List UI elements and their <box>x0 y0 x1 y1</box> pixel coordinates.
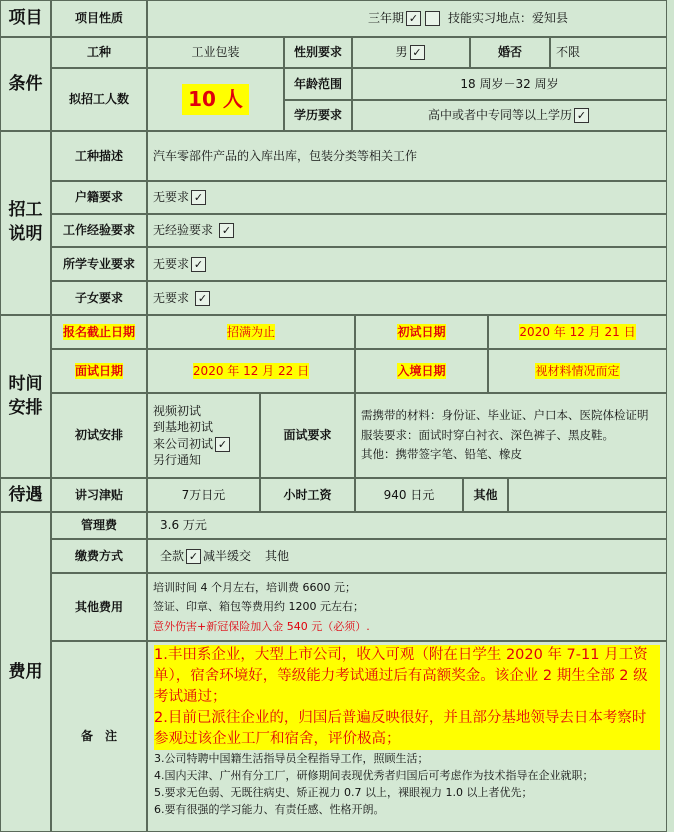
arrange-option: 视频初试 <box>153 404 202 419</box>
deadline-value: 招满为止 <box>147 315 355 349</box>
hukou-label: 户籍要求 <box>51 181 147 214</box>
arrange-option: 到基地初试 <box>153 420 214 435</box>
other-fees-value <box>147 573 667 641</box>
section-treatment: 待遇 <box>0 478 51 512</box>
deadline-label: 报名截止日期 <box>51 315 147 349</box>
check-icon: ✓ <box>406 11 421 26</box>
interview-date-value: 2020 年 12 月 22 日 <box>147 349 355 393</box>
note-highlight: 2.目前已派往企业的，归国后普遍反映很好，并且部分基地领导去日本考察时参观过该企业工厂和宿舍，评价极高； <box>154 708 660 750</box>
internship-place: 技能实习地点：爱知县 <box>448 11 569 26</box>
job-type-label: 工种 <box>51 37 147 68</box>
fee-line: 签证、印章、箱包等费用约 1200 元左右； <box>153 600 364 614</box>
arrange-option: 来公司初试 ✓ <box>153 436 232 452</box>
note-line: 6.要有很强的学习能力、有责任感、性格开朗。 <box>154 803 385 817</box>
first-arrange-options <box>147 393 260 478</box>
interview-req-line: 其他：携带签字笔、铅笔、橡皮 <box>361 447 522 462</box>
interview-req-value <box>355 393 667 478</box>
children-value: 无要求 ✓ <box>147 281 667 315</box>
marital-label: 婚否 <box>470 37 550 68</box>
notes-label: 备 注 <box>51 641 147 832</box>
first-test-label: 初试日期 <box>355 315 488 349</box>
project-nature-value <box>147 0 667 37</box>
notes-value <box>147 641 667 832</box>
experience-label: 工作经验要求 <box>51 214 147 247</box>
fee-line-insurance: 意外伤害+新冠保险加入金 540 元（必须）. <box>153 619 370 633</box>
children-label: 子女要求 <box>51 281 147 315</box>
gender-label: 性别要求 <box>284 37 352 68</box>
interview-req-label: 面试要求 <box>260 393 355 478</box>
recruit-count-label: 拟招工人数 <box>51 68 147 131</box>
allowance-label: 讲习津贴 <box>51 478 147 512</box>
age-label: 年龄范围 <box>284 68 352 100</box>
project-nature-label: 项目性质 <box>51 0 147 37</box>
hukou-value: 无要求 ✓ <box>147 181 667 214</box>
pay-method-label: 缴费方式 <box>51 539 147 573</box>
first-arrange-label: 初试安排 <box>51 393 147 478</box>
hourly-value: 940 日元 <box>355 478 463 512</box>
treatment-other-label: 其他 <box>463 478 508 512</box>
age-value: 18 周岁－32 周岁 <box>352 68 667 100</box>
major-label: 所学专业要求 <box>51 247 147 281</box>
interview-req-line: 需携带的材料：身份证、毕业证、户口本、医院体检证明 <box>361 408 649 423</box>
edu-value: 高中或者中专同等以上学历 ✓ <box>352 100 667 131</box>
arrange-option: 另行通知 <box>153 452 202 467</box>
check-icon: ✓ <box>574 108 589 123</box>
mgmt-fee-label: 管理费 <box>51 512 147 539</box>
section-conditions: 条件 <box>0 37 51 131</box>
marital-value: 不限 <box>550 37 667 68</box>
fee-line: 培训时间 4 个月左右，培训费 6600 元； <box>153 581 356 595</box>
section-fees: 费用 <box>0 512 51 832</box>
check-icon: ✓ <box>215 437 230 452</box>
treatment-other-value <box>508 478 667 512</box>
allowance-value: 7万日元 <box>147 478 260 512</box>
interview-req-line: 服装要求：面试时穿白衬衣、深色裤子、黑皮鞋。 <box>361 427 614 442</box>
pay-full: 全款 <box>160 548 185 563</box>
pay-half: 减半缓交 <box>203 548 252 563</box>
section-recruit: 招工说明 <box>0 131 51 315</box>
job-desc-label: 工种描述 <box>51 131 147 181</box>
checkbox-empty-icon <box>425 11 440 26</box>
major-value: 无要求 ✓ <box>147 247 667 281</box>
check-icon: ✓ <box>186 549 201 564</box>
entry-date-value: 视材料情况而定 <box>488 349 667 393</box>
experience-value: 无经验要求 ✓ <box>147 214 667 247</box>
edu-label: 学历要求 <box>284 100 352 131</box>
period-text: 三年期 <box>368 11 405 26</box>
entry-date-label: 入境日期 <box>355 349 488 393</box>
note-highlight: 1.丰田系企业，大型上市公司，收入可观（附在日学生 2020 年 7-11 月工资单），宿舍环境好，等级能力考试通过后有高额奖金。该企业 2 期生全部 2 级考试通过； <box>154 645 660 708</box>
check-icon: ✓ <box>195 291 210 306</box>
note-line: 5.要求无色弱、无既往病史、矫正视力 0.7 以上，裸眼视力 1.0 以上者优先； <box>154 786 533 800</box>
check-icon: ✓ <box>219 223 234 238</box>
note-line: 3.公司特聘中国籍生活指导员全程指导工作，照顾生活； <box>154 752 429 766</box>
gender-value: 男 ✓ <box>352 37 470 68</box>
job-desc-value: 汽车零部件产品的入库出库，包装分类等相关工作 <box>147 131 667 181</box>
job-type-value: 工业包装 <box>147 37 284 68</box>
note-line: 4.国内天津、广州有分工厂，研修期间表现优秀者归国后可考虑作为技术指导在企业就职； <box>154 769 594 783</box>
pay-method-value <box>147 539 667 573</box>
section-schedule: 时间安排 <box>0 315 51 478</box>
recruit-count-value: 10 人 <box>147 68 284 131</box>
first-test-value: 2020 年 12 月 21 日 <box>488 315 667 349</box>
section-project: 项目 <box>0 0 51 37</box>
pay-other: 其他 <box>265 548 290 563</box>
other-fees-label: 其他费用 <box>51 573 147 641</box>
hourly-label: 小时工资 <box>260 478 355 512</box>
check-icon: ✓ <box>410 45 425 60</box>
mgmt-fee-value: 3.6 万元 <box>147 512 667 539</box>
interview-date-label: 面试日期 <box>51 349 147 393</box>
check-icon: ✓ <box>191 257 206 272</box>
check-icon: ✓ <box>191 190 206 205</box>
